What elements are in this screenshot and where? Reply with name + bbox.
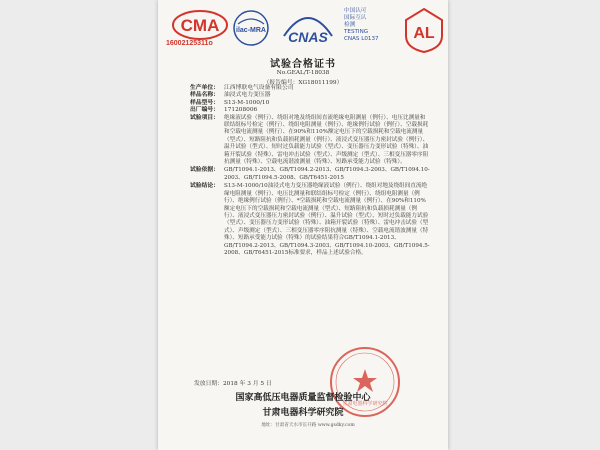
- al-logo: [402, 6, 446, 54]
- certificate-fields: [190, 85, 430, 257]
- field-value: 江西博联电气设备有限公司: [224, 85, 294, 91]
- field-label: 样品型号：: [190, 99, 219, 106]
- field-value: S13-M-1000/10油浸式电力变压器绝缘液试验（例行）、绕组对地及绕组间直流绝缘电阻测量（例行）、电压比测量和联结组标号检定（例行）、绕组电阻测量（例行）、绝缘例行试验（例行）、*空载损耗和空载电流测量（例行）、在90%和110%额定电压下的空载损耗和空载电流测量（型式）、短路阻抗和负载损耗测量（例行）、液浸式变压器压力密封试验（例行）、温升试验（型式）、短时过负载能力试验（型式）、变压器压力变形试验（特殊）、油箱开裂试验（特殊）、雷电冲击试验（型式）、声级测定（型式）、三相变压器零序阻抗测量（特殊）、空载电流谐波测量（特殊）、短路承受能力试验（特殊）的试验结果符合GB/T1094.1-2013、GB/T1094.2-2013、GB/T1094.3-2003、GB/T1094.10-2003、GB/T1094.5-2008、GB/T6451-2015标准要求，样品上述试验合格。: [224, 183, 430, 256]
- field-label: 生产单位：: [190, 85, 219, 91]
- field-value: 绝缘液试验（例行）、绕组对地及绕组间直流绝缘电阻测量（例行）、电压比测量和联结组标号检定（例行）、绕组电阻测量（例行）、绝缘例行试验（例行）、空载损耗和空载电流测量（例行）、在90%和110%额定电压下的空载损耗和空载电流测量（型式）、短路阻抗和负载损耗测量（例行）、液浸式变压器压力密封试验（例行）、温升试验（型式）、短时过负载能力试验（型式）、变压器压力变形试验（特殊）、油箱开裂试验（特殊）、雷电冲击试验（型式）、声级测定（型式）、三相变压器零序阻抗测量（特殊）、空载电流谐波测量（特殊）、短路承受能力试验（特殊）。: [224, 114, 429, 166]
- field-sample-model: [190, 100, 430, 107]
- field-label: 试验结论：: [190, 183, 219, 190]
- field-factory-no: [190, 107, 430, 114]
- field-value: 171208006: [224, 107, 258, 114]
- issuing-institute: 甘肃电器科学研究院: [262, 408, 344, 418]
- al-logo-text: AL: [413, 25, 435, 42]
- field-label: 出厂编号：: [190, 107, 219, 114]
- logo-bar: [158, 6, 448, 56]
- field-sample-name: [190, 92, 430, 99]
- document-title: 试验合格证书: [270, 59, 336, 70]
- issue-date: 发放日期：2018 年 3 月 5 日: [194, 381, 272, 387]
- cnas-caption-line: 中国认可: [344, 8, 367, 14]
- seal-text: 甘肃电器科学研究院: [342, 401, 388, 407]
- certificate-document: [158, 0, 448, 450]
- field-value: GB/T1094.1-2013、GB/T1094.2-2013、GB/T1094.3-2003、GB/T1094.10-2003、GB/T1094.5-2008、GB/T6451-2015: [224, 167, 430, 181]
- cnas-logo-text: CNAS: [288, 29, 328, 45]
- field-label: 试验项目：: [190, 114, 219, 121]
- cnas-caption-line: 检测: [344, 22, 356, 28]
- ilac-logo-text: ilac-MRA: [236, 27, 266, 34]
- cnas-caption-line: CNAS L0137: [344, 36, 379, 42]
- field-label: 样品名称：: [190, 92, 219, 99]
- cnas-logo: [280, 6, 336, 54]
- field-label: 试验依据：: [190, 167, 219, 174]
- cnas-caption: [344, 8, 404, 43]
- cnas-caption-line: TESTING: [344, 29, 369, 35]
- cma-logo-text: CMA: [180, 16, 220, 35]
- field-value: 油浸式电力变压器: [224, 92, 271, 99]
- field-test-items: [190, 115, 430, 167]
- cma-code: 16002125311o: [166, 40, 213, 47]
- issuing-organization: 国家高低压电器质量监督检验中心: [235, 393, 371, 403]
- cnas-caption-line: 国际互认: [344, 15, 367, 21]
- report-number: （报告编号：XG18011199）: [263, 80, 343, 86]
- field-value: S13-M-1000/10: [224, 99, 270, 106]
- ilac-logo: [230, 8, 272, 48]
- field-basis: [190, 167, 430, 182]
- certificate-number: No.GEAL/T-18038: [276, 70, 330, 76]
- footer-address: 地址：甘肃省天水市长开路 www.gsdky.com: [261, 423, 355, 428]
- field-conclusion: [190, 183, 430, 257]
